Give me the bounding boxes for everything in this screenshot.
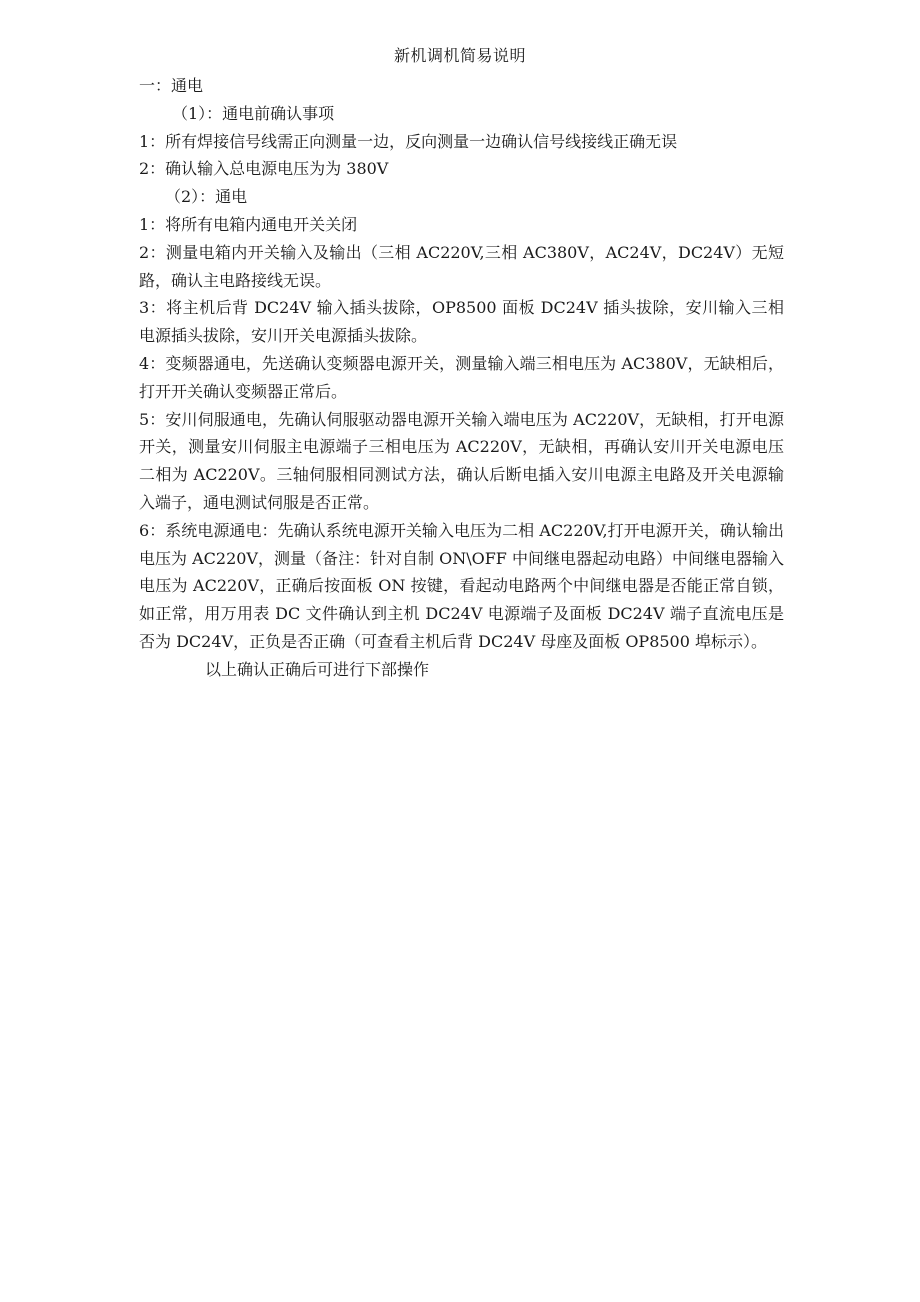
subsection-heading-pre-power: （1）：通电前确认事项	[172, 103, 335, 123]
list-item: 4：变频器通电，先送确认变频器电源开关，测量输入端三相电压为 AC380V，无缺相后，打开开关确认变频器正常后。	[139, 353, 784, 401]
section-heading: 一：通电	[139, 76, 204, 95]
closing-note: 以上确认正确后可进行下部操作	[205, 659, 430, 679]
subsection-heading-power-on: （2）：通电	[165, 187, 248, 207]
list-item: 2：确认输入总电源电压为为 380V	[139, 159, 389, 179]
list-item: 3：将主机后背 DC24V 输入插头拔除，OP8500 面板 DC24V 插头拔除，安川输入三相电源插头拔除，安川开关电源插头拔除。	[139, 298, 784, 346]
list-item: 1：将所有电箱内通电开关关闭	[139, 214, 358, 234]
document-body	[139, 72, 784, 684]
list-item: 1：所有焊接信号线需正向测量一边，反向测量一边确认信号线接线正确无误	[139, 131, 678, 151]
document-title: 新机调机简易说明	[393, 46, 526, 65]
list-item: 5：安川伺服通电，先确认伺服驱动器电源开关输入端电压为 AC220V，无缺相，打开电源开关，测量安川伺服主电源端子三相电压为 AC220V，无缺相，再确认安川开关电源电压二相为 AC220V。三轴伺服相同测试方法，确认后断电插入安川电源主电路及开关电源输入端子，通电测试伺服是否正常。	[139, 409, 784, 512]
list-item: 6：系统电源通电：先确认系统电源开关输入电压为二相 AC220V,打开电源开关，确认输出电压为 AC220V，测量（备注：针对自制 ON\OFF 中间继电器起动电路）中间继电器输入电压为 AC220V，正确后按面板 ON 按键，看起动电路两个中间继电器是否能正常自锁，如正常，用万用表 DC 文件确认到主机 DC24V 电源端子及面板 DC24V 端子直流电压是否为 DC24V，正负是否正确（可查看主机后背 DC24V 母座及面板 OP8500 埠标示）。	[139, 520, 784, 651]
list-item: 2：测量电箱内开关输入及输出（三相 AC220V,三相 AC380V，AC24V，DC24V）无短路，确认主电路接线无误。	[139, 242, 784, 290]
